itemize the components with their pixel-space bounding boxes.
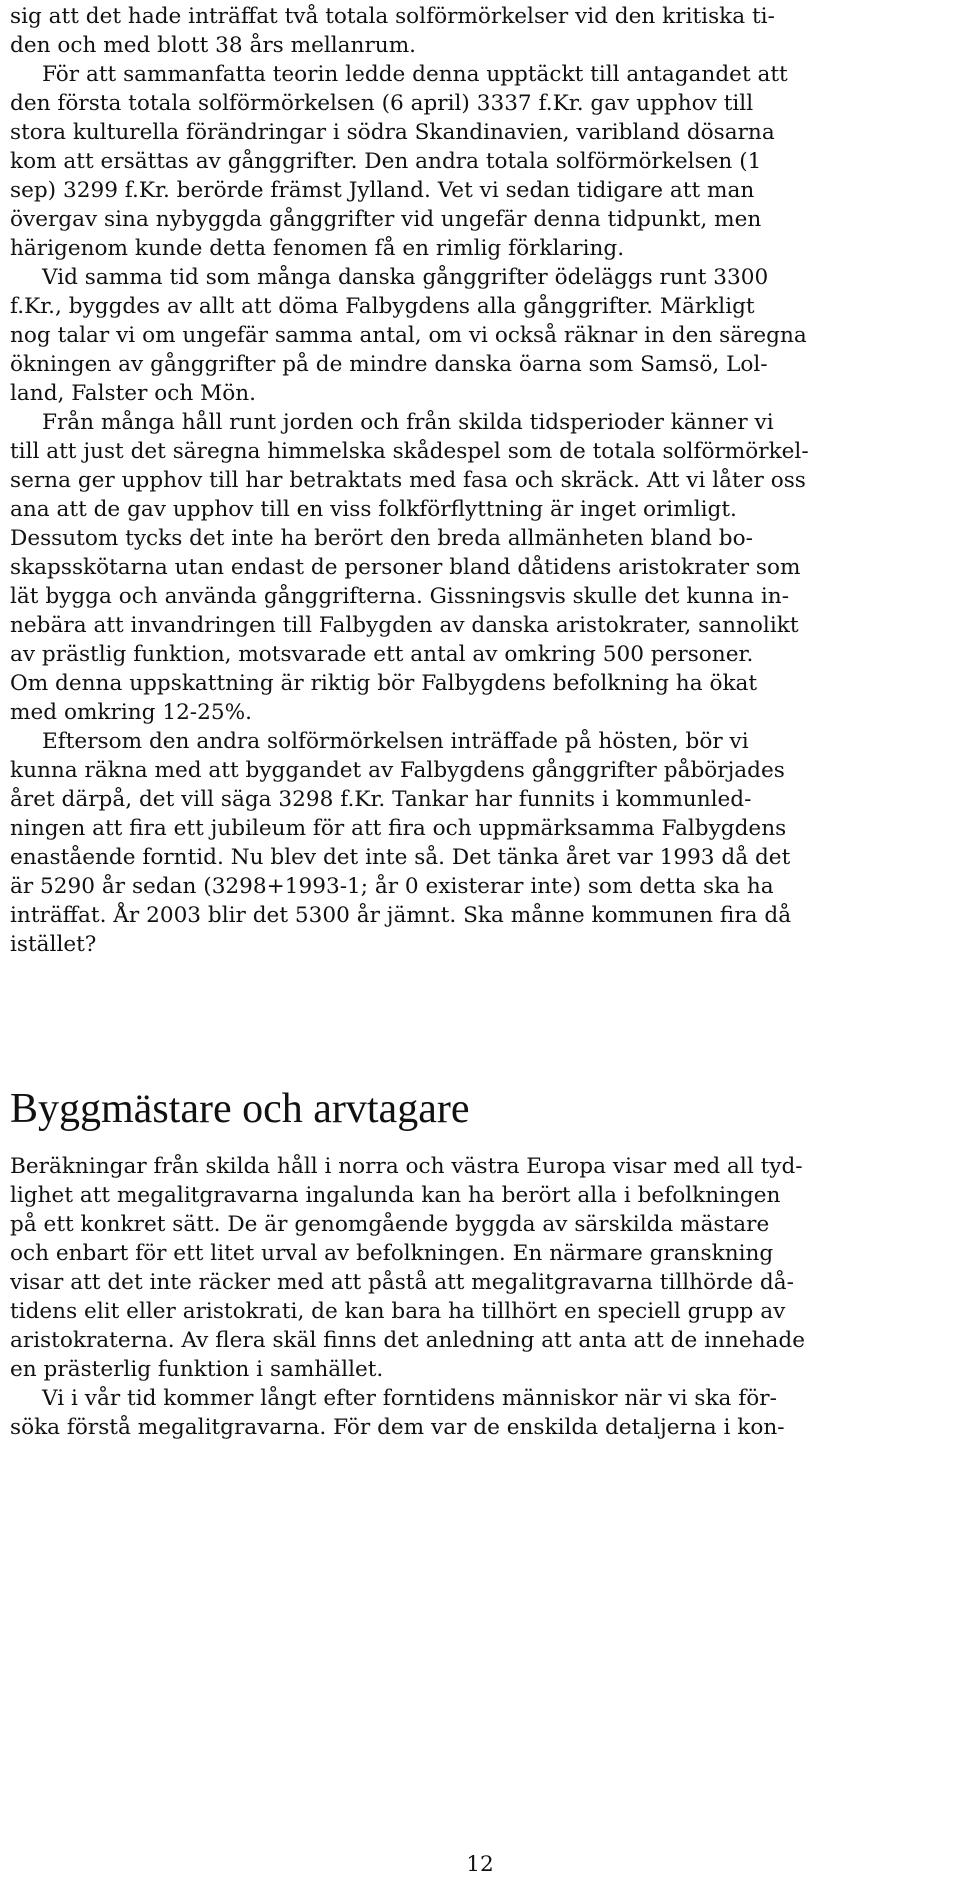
text-line: Eftersom den andra solförmörkelsen inträffade på hösten, bör vi	[42, 729, 749, 754]
paragraph-2	[10, 60, 950, 263]
text-line: och enbart för ett litet urval av befolkningen. En närmare granskning	[10, 1241, 774, 1266]
text-line: Vi i vår tid kommer långt efter forntidens människor när vi ska för-	[42, 1386, 777, 1411]
text-line: den och med blott 38 års mellanrum.	[10, 33, 417, 58]
paragraph-3	[10, 263, 950, 408]
text-line: sep) 3299 f.Kr. berörde främst Jylland. Vet vi sedan tidigare att man	[10, 178, 755, 203]
text-line: Beräkningar från skilda håll i norra och västra Europa visar med all tyd-	[10, 1154, 803, 1179]
text-line: övergav sina nybyggda gånggrifter vid ungefär denna tidpunkt, men	[10, 207, 762, 232]
text-line: lighet att megalitgravarna ingalunda kan ha berört alla i befolkningen	[10, 1183, 781, 1208]
text-line: tidens elit eller aristokrati, de kan bara ha tillhört en speciell grupp av	[10, 1299, 786, 1324]
paragraph-1	[10, 2, 950, 60]
text-line: är 5290 år sedan (3298+1993-1; år 0 existerar inte) som detta ska ha	[10, 874, 774, 899]
text-line: inträffat. År 2003 blir det 5300 år jämnt. Ska månne kommunen fira då	[10, 903, 792, 928]
text-line: med omkring 12-25%.	[10, 700, 252, 725]
body-text-top	[10, 2, 950, 959]
text-line: skapsskötarna utan endast de personer bland dåtidens aristokrater som	[10, 555, 801, 580]
text-line: visar att det inte räcker med att påstå att megalitgravarna tillhörde då-	[10, 1270, 794, 1295]
paragraph-7	[10, 1384, 950, 1442]
text-line: istället?	[10, 932, 97, 957]
body-text-bottom	[10, 1152, 950, 1442]
text-line: För att sammanfatta teorin ledde denna upptäckt till antagandet att	[42, 62, 788, 87]
text-line: en prästerlig funktion i samhället.	[10, 1357, 384, 1382]
text-line: kom att ersättas av gånggrifter. Den andra totala solförmörkelsen (1	[10, 149, 762, 174]
text-line: ökningen av gånggrifter på de mindre danska öarna som Samsö, Lol-	[10, 352, 768, 377]
text-line: till att just det säregna himmelska skådespel som de totala solförmörkel-	[10, 439, 809, 464]
text-line: nebära att invandringen till Falbygden av danska aristokrater, sannolikt	[10, 613, 799, 638]
text-line: kunna räkna med att byggandet av Falbygdens gånggrifter påbörjades	[10, 758, 785, 783]
paragraph-5	[10, 727, 950, 959]
text-line: f.Kr., byggdes av allt att döma Falbygdens alla gånggrifter. Märkligt	[10, 294, 755, 319]
section-heading: Byggmästare och arvtagare	[10, 1086, 470, 1132]
text-line: den första totala solförmörkelsen (6 april) 3337 f.Kr. gav upphov till	[10, 91, 754, 116]
paragraph-6	[10, 1152, 950, 1384]
text-line: ana att de gav upphov till en viss folkförflyttning är inget orimligt.	[10, 497, 737, 522]
text-line: söka förstå megalitgravarna. För dem var de enskilda detaljerna i kon-	[10, 1415, 785, 1440]
text-line: av prästlig funktion, motsvarade ett antal av omkring 500 personer.	[10, 642, 754, 667]
text-line: Om denna uppskattning är riktig bör Falbygdens befolkning ha ökat	[10, 671, 758, 696]
text-line: ningen att fira ett jubileum för att fira och uppmärksamma Falbygdens	[10, 816, 787, 841]
page-number: 12	[466, 1852, 494, 1877]
text-line: året därpå, det vill säga 3298 f.Kr. Tankar har funnits i kommunled-	[10, 787, 752, 812]
text-line: sig att det hade inträffat två totala solförmörkelser vid den kritiska ti-	[10, 4, 775, 29]
text-line: land, Falster och Mön.	[10, 381, 257, 406]
text-line: serna ger upphov till har betraktats med fasa och skräck. Att vi låter oss	[10, 468, 806, 493]
text-line: enastående forntid. Nu blev det inte så. Det tänka året var 1993 då det	[10, 845, 791, 870]
text-line: Från många håll runt jorden och från skilda tidsperioder känner vi	[42, 410, 774, 435]
text-line: Dessutom tycks det inte ha berört den breda allmänheten bland bo-	[10, 526, 753, 551]
text-line: härigenom kunde detta fenomen få en rimlig förklaring.	[10, 236, 625, 261]
text-line: på ett konkret sätt. De är genomgående byggda av särskilda mästare	[10, 1212, 770, 1237]
text-line: nog talar vi om ungefär samma antal, om vi också räknar in den säregna	[10, 323, 807, 348]
text-line: Vid samma tid som många danska gånggrifter ödeläggs runt 3300	[42, 265, 769, 290]
paragraph-4	[10, 408, 950, 727]
text-line: stora kulturella förändringar i södra Skandinavien, varibland dösarna	[10, 120, 775, 145]
text-line: lät bygga och använda gånggrifterna. Gissningsvis skulle det kunna in-	[10, 584, 789, 609]
text-line: aristokraterna. Av flera skäl finns det anledning att anta att de innehade	[10, 1328, 806, 1353]
